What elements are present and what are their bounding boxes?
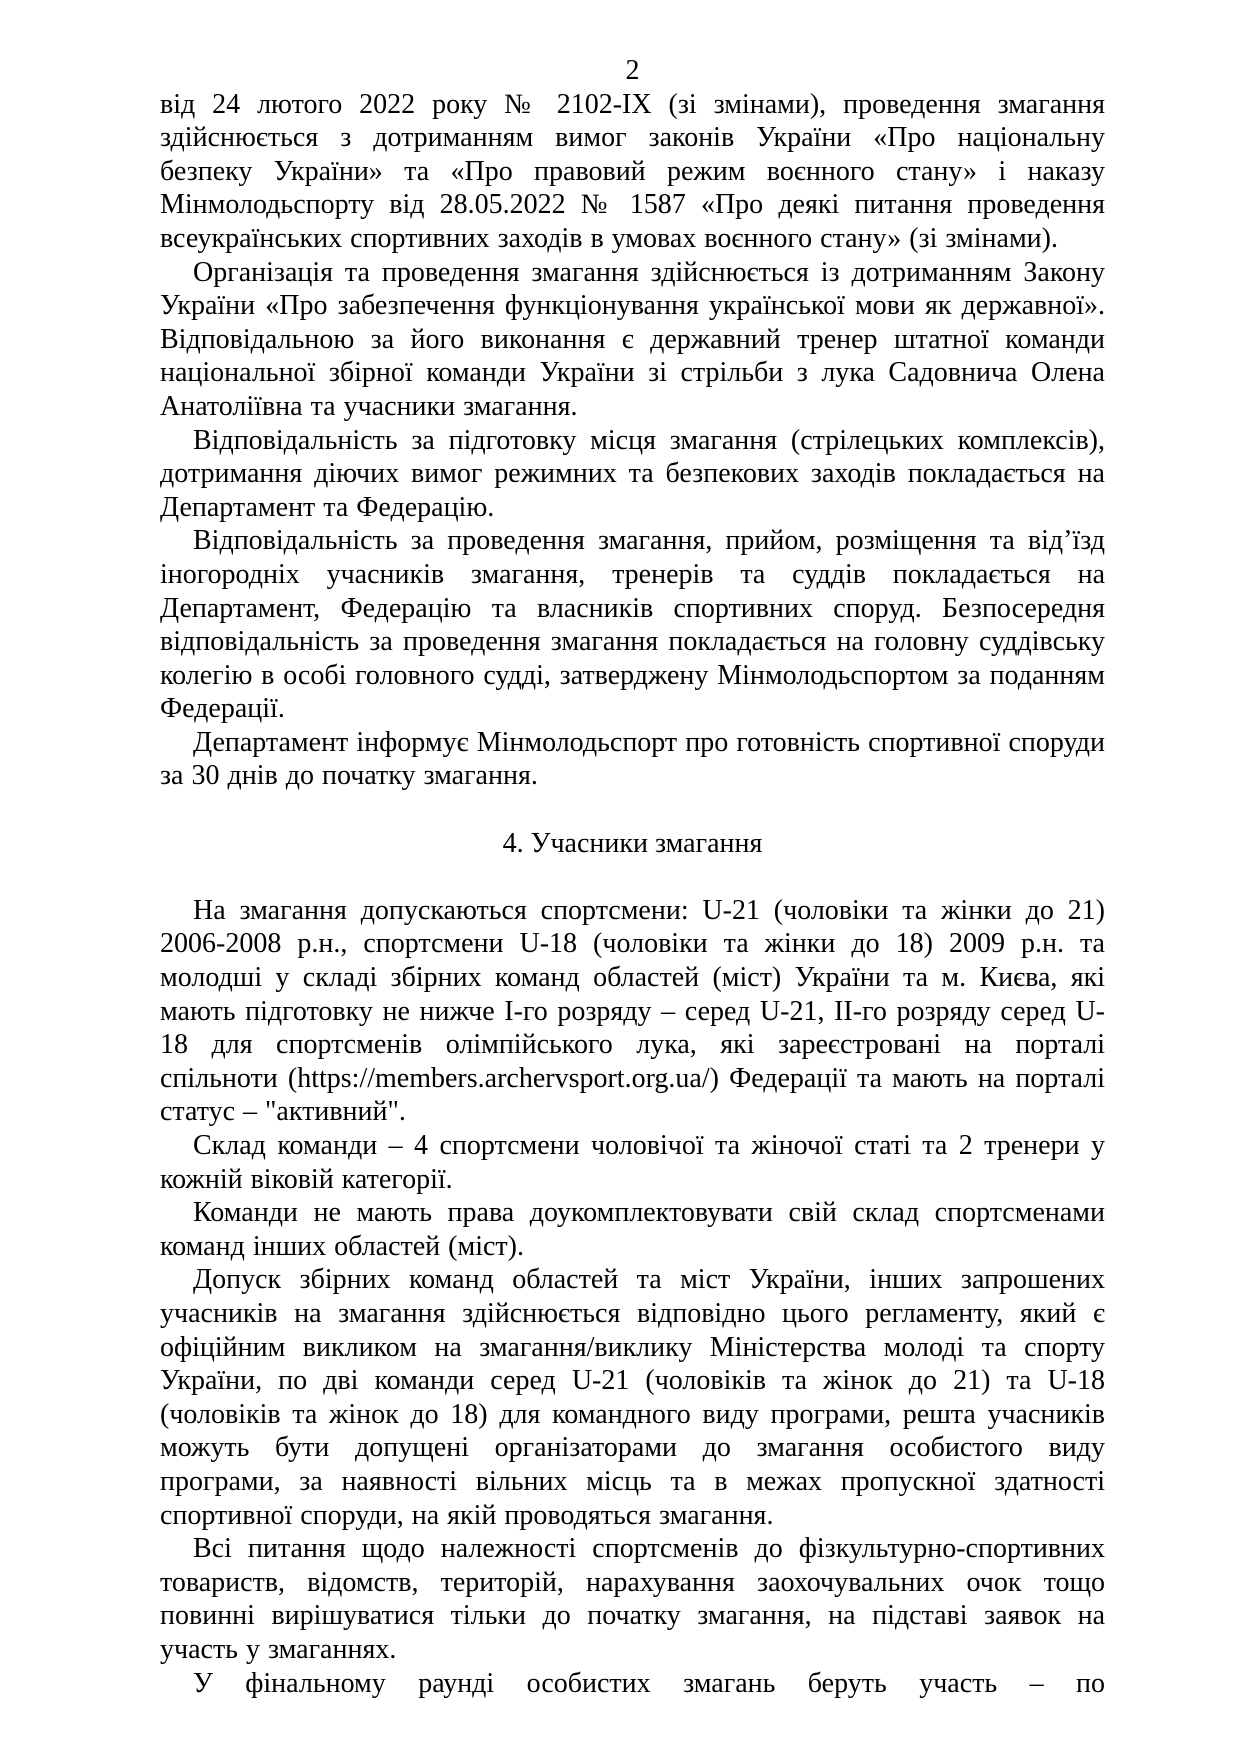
paragraph: Команди не мають права доукомплектовувати свій склад спортсменами команд інших областей (міст).	[160, 1197, 1105, 1262]
paragraph: Організація та проведення змагання здійснюється із дотриманням Закону України «Про забезпечення функціонування української мови як державної». Відповідальною за його виконання є державний тренер штатної команди національної збірної команди України зі стрільби з лука Садовнича Олена Анатоліївна та учасники змагання.	[160, 256, 1105, 422]
page-number: 2	[625, 55, 640, 86]
paragraph: На змагання допускаються спортсмени: U-21 (чоловіки та жінки до 21) 2006-2008 р.н., спортсмени U-18 (чоловіки та жінки до 18) 2009 р.н. та молодші у складі збірних команд областей (міст) України та м. Києва, які мають підготовку не нижче І-го розряду – серед U-21, ІІ-го розряду серед U-18 для спортсменів олімпійського лука, які зареєстровані на порталі спільноти (https://members.archervsport.org.ua/) Федерації та мають на порталі статус – "активний".	[160, 894, 1105, 1128]
paragraph: від 24 лютого 2022 року № 2102-IX (зі змінами), проведення змагання здійснюється з дотриманням вимог законів України «Про національну безпеку України» та «Про правовий режим воєнного стану» і наказу Мінмолодьспорту від 28.05.2022 № 1587 «Про деякі питання проведення всеукраїнських спортивних заходів в умовах воєнного стану» (зі змінами).	[160, 88, 1105, 254]
paragraph: Склад команди – 4 спортсмени чоловічої та жіночої статі та 2 тренери у кожній віковій категорії.	[160, 1130, 1105, 1195]
paragraph: У фінальному раунді особистих змагань беруть участь – по	[193, 1667, 1105, 1699]
paragraph: Допуск збірних команд областей та міст України, інших запрошених учасників на змагання здійснюється відповідно цього регламенту, який є офіційним викликом на змагання/виклику Міністерства молоді та спорту України, по дві команди серед U-21 (чоловіків та жінок до 21) та U-18 (чоловіків та жінок до 18) для командного виду програми, решта учасників можуть бути допущені організаторами до змагання особистого виду програми, за наявності вільних місць та в межах пропускної здатності спортивної споруди, на якій проводяться змагання.	[160, 1264, 1105, 1531]
paragraph: Департамент інформує Мінмолодьспорт про готовність спортивної споруди за 30 днів до початку змагання.	[160, 726, 1105, 792]
paragraph: Всі питання щодо належності спортсменів до фізкультурно-спортивних товариств, відомств, територій, нарахування заохочувальних очок тощо повинні вирішуватися тільки до початку змагання, на підставі заявок на участь у змаганнях.	[160, 1533, 1105, 1665]
paragraph: Відповідальність за підготовку місця змагання (стрілецьких комплексів), дотримання діючих вимог режимних та безпекових заходів покладається на Департамент та Федерацію.	[160, 424, 1105, 523]
section-heading: 4. Учасники змагання	[502, 827, 763, 859]
paragraph: Відповідальність за проведення змагання, прийом, розміщення та від’їзд іногородніх учасників змагання, тренерів та суддів покладається на Департамент, Федерацію та власників спортивних споруд. Безпосередня відповідальність за проведення змагання покладається на головну суддівську колегію в особі головного судді, затверджену Мінмолодьспортом за поданням Федерації.	[160, 525, 1105, 725]
